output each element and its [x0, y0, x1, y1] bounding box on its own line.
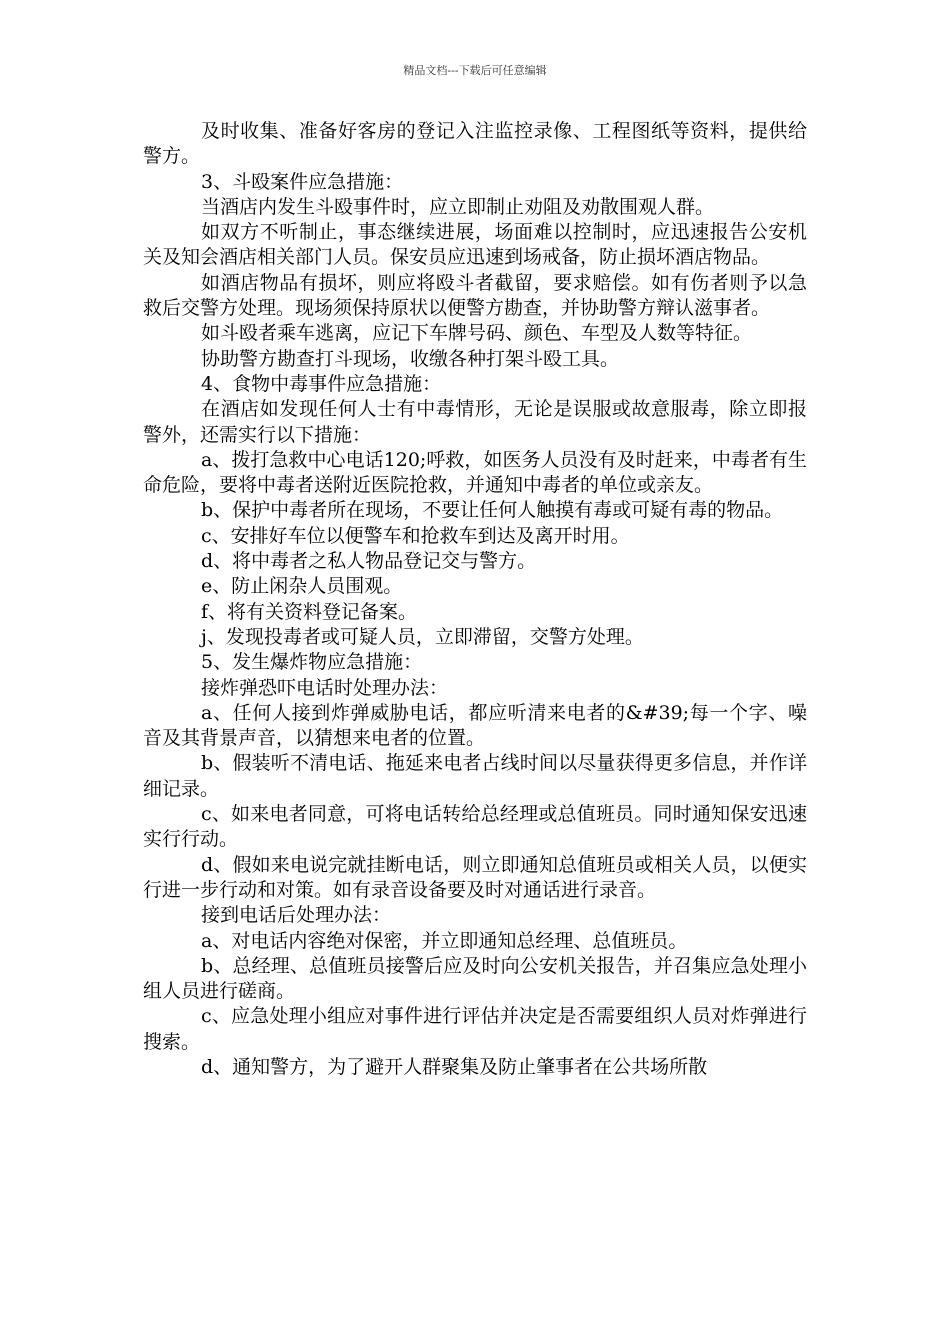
list-item: b、假装听不清电话、拖延来电者占线时间以尽量获得更多信息，并作详细记录。: [143, 752, 807, 800]
paragraph: 及时收集、准备好客房的登记入注监控录像、工程图纸等资料，提供给警方。: [143, 120, 807, 168]
list-item: c、应急处理小组应对事件进行评估并决定是否需要组织人员对炸弹进行搜索。: [143, 1005, 807, 1053]
document-body: [143, 119, 807, 1080]
list-item: c、如来电者同意，可将电话转给总经理或总值班员。同时通知保安迅速实行行动。: [143, 803, 807, 851]
paragraph: 在酒店如发现任何人士有中毒情形，无论是误服或故意服毒，除立即报警外，还需实行以下措施：: [143, 398, 807, 446]
list-item: f、将有关资料登记备案。: [201, 600, 418, 623]
sub-heading: 接炸弹恐吓电话时处理办法：: [201, 676, 449, 699]
list-item: j、发现投毒者或可疑人员，立即滞留，交警方处理。: [201, 625, 644, 648]
paragraph: 如斗殴者乘车逃离，应记下车牌号码、颜色、车型及人数等特征。: [201, 322, 753, 345]
section-heading: 3、斗殴案件应急措施：: [201, 170, 404, 193]
paragraph: 当酒店内发生斗殴事件时，应立即制止劝阻及劝散围观人群。: [201, 195, 715, 218]
section-heading: 5、发生爆炸物应急措施：: [201, 651, 423, 674]
list-item: b、保护中毒者所在现场，不要让任何人触摸有毒或可疑有毒的物品。: [201, 499, 784, 522]
sub-heading: 接到电话后处理办法：: [201, 904, 392, 927]
paragraph: 协助警方勘查打斗现场，收缴各种打架斗殴工具。: [201, 347, 620, 370]
page-header: 精品文档---下载后可任意编辑: [403, 64, 547, 77]
list-item: a、拨打急救中心电话120;呼救，如医务人员没有及时赶来，中毒者有生命危险，要将中毒者送附近医院抢救，并通知中毒者的单位或亲友。: [143, 448, 807, 497]
list-item: e、防止闲杂人员围观。: [201, 575, 403, 598]
paragraph: 如酒店物品有损坏，则应将殴斗者截留，要求赔偿。如有伤者则予以急救后交警方处理。现场须保持原状以便警方勘查，并协助警方辩认滋事者。: [143, 271, 807, 320]
list-item: d、假如来电说完就挂断电话，则立即通知总值班员或相关人员，以便实行进一步行动和对策。如有录音设备要及时对通话进行录音。: [143, 853, 807, 901]
list-item: d、将中毒者之私人物品登记交与警方。: [201, 550, 537, 573]
paragraph: 如双方不听制止，事态继续进展，场面难以控制时，应迅速报告公安机关及知会酒店相关部门人员。保安员应迅速到场戒备，防止损坏酒店物品。: [143, 221, 807, 269]
list-item: a、任何人接到炸弹威胁电话，都应听清来电者的&#39;每一个字、噪音及其背景声音，以猜想来电者的位置。: [143, 701, 807, 750]
list-item: a、对电话内容绝对保密，并立即通知总经理、总值班员。: [201, 929, 688, 952]
list-item: c、安排好车位以便警车和抢救车到达及离开时用。: [201, 524, 630, 547]
section-heading: 4、食物中毒事件应急措施：: [201, 372, 442, 395]
list-item: b、总经理、总值班员接警后应及时向公安机关报告，并召集应急处理小组人员进行磋商。: [143, 954, 807, 1003]
list-item: d、通知警方，为了避开人群聚集及防止肇事者在公共场所散: [201, 1055, 708, 1078]
